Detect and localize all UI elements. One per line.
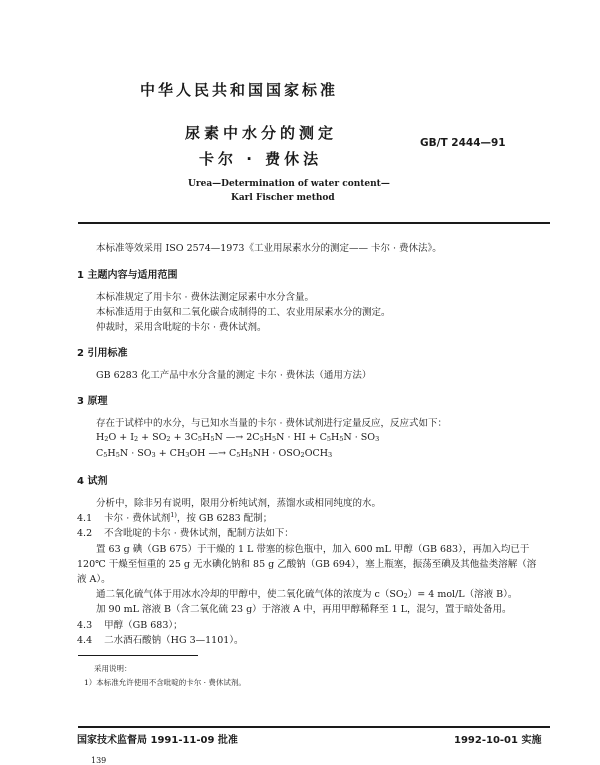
title-cn-line1: 尿素中水分的测定 — [185, 124, 338, 142]
item-number: 4.3 — [77, 620, 93, 631]
section-1-heading: 1 主题内容与适用范围 — [77, 270, 178, 281]
section-4-line: 分析中，除非另有说明，限用分析纯试剂，蒸馏水或相同纯度的水。 — [96, 498, 382, 509]
item-number: 4.1 — [77, 513, 93, 524]
item-4-3: 4.3 甲醇（GB 683）； — [77, 620, 183, 631]
item-4-4: 4.4 二水酒石酸钠（HG 3—1101）。 — [77, 635, 244, 646]
standard-number: GB/T 2444—91 — [420, 137, 506, 149]
reagent-para-1: 液 A）。 — [77, 574, 111, 585]
section-1-line: 本标准适用于由氨和二氧化碳合成制得的工、农业用尿素水分的测定。 — [96, 307, 391, 318]
item-number: 4.2 — [77, 528, 93, 539]
section-1-line: 本标准规定了用卡尔 · 费休法测定尿素中水分含量。 — [96, 292, 315, 303]
footnote-divider — [78, 655, 198, 656]
reaction-equation-2: $C_5H_5N \cdot SO_3 + CH_3OH$ —→ $C_5H_5NH \cdot OSO_2OCH_3$ — [96, 448, 333, 459]
title-cn-line2: 卡尔 · 费休法 — [199, 150, 323, 168]
reagent-para-3: 加 90 mL 溶液 B（含二氧化硫 23 g）于溶液 A 中，再用甲醇稀释至 1 L，混匀，置于暗处备用。 — [96, 604, 512, 615]
section-4-heading: 4 试剂 — [77, 476, 108, 487]
reagent-para-2: 通二氧化硫气体于用冰水冷却的甲醇中，使二氧化硫气体的浓度为 $c(SO_2)= 4$ mol/L（溶液 B）。 — [96, 589, 518, 600]
title-en-line2: Karl Fischer method — [231, 193, 335, 203]
referenced-standard: GB 6283 化工产品中水分含量的测定 卡尔 · 费休法（通用方法） — [96, 370, 372, 381]
header-divider — [78, 222, 550, 224]
footnote-ref: 1) — [170, 510, 177, 519]
page-number: 139 — [91, 756, 107, 765]
item-number: 4.4 — [77, 635, 93, 646]
approval-date: 国家技术监督局 1991-11-09 批准 — [77, 735, 238, 746]
section-3-heading: 3 原理 — [77, 396, 108, 407]
section-1-line: 仲裁时，采用含吡啶的卡尔 · 费休试剂。 — [96, 322, 267, 333]
intro-text: 本标准等效采用 ISO 2574—1973《工业用尿素水分的测定—— 卡尔 · 费休法》。 — [96, 243, 442, 254]
reagent-para-1: 置 63 g 碘（GB 675）于干燥的 1 L 带塞的棕色瓶中，加入 600 mL 甲醇（GB 683），再加入均已于 — [96, 544, 530, 555]
footnote-label: 采用说明： — [94, 664, 132, 673]
item-4-1: 4.1 卡尔 · 费休试剂$^{1)}$，按 GB 6283 配制； — [77, 510, 273, 524]
section-2-heading: 2 引用标准 — [77, 348, 128, 359]
national-standard-title: 中华人民共和国国家标准 — [140, 81, 339, 99]
reagent-para-1: 120℃ 干燥至恒重的 25 g 无水碘化钠和 85 g 乙酸钠（GB 694），塞上瓶塞，振荡至碘及其他盐类溶解（溶 — [77, 559, 537, 570]
reaction-equation-1: $H_2O + I_2 + SO_2 + 3C_5H_5N$ —→ $2C_5H_5N$ · HI + $C_5H_5N \cdot SO_3$ — [96, 432, 380, 443]
implementation-date: 1992-10-01 实施 — [454, 735, 542, 746]
title-en-line1: Urea—Determination of water content— — [188, 179, 390, 189]
footnote-text: 1）本标准允许使用不含吡啶的卡尔 · 费休试剂。 — [84, 678, 246, 687]
item-4-2: 4.2 不含吡啶的卡尔 · 费休试剂，配制方法如下： — [77, 528, 294, 539]
footer-divider — [78, 726, 550, 728]
section-3-line: 存在于试样中的水分，与已知水当量的卡尔 · 费休试剂进行定量反应，反应式如下： — [96, 418, 448, 429]
